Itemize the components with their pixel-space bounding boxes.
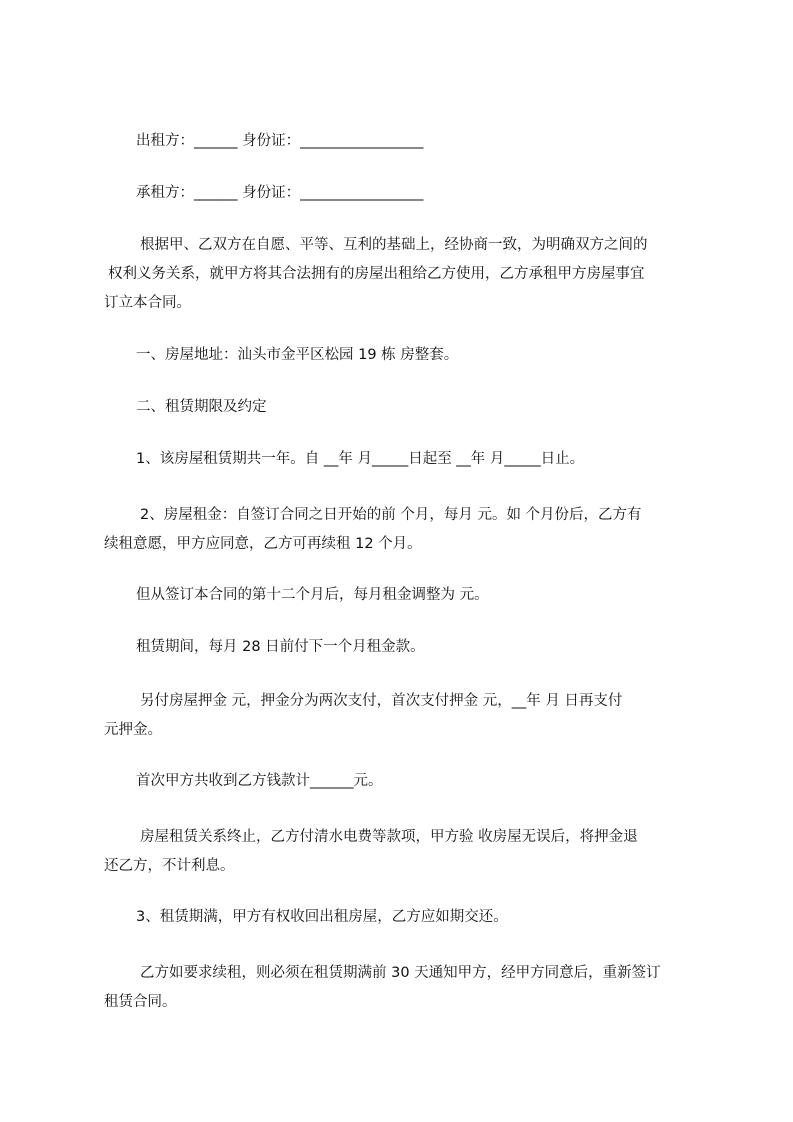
section-house-address: 一、房屋地址：汕头市金平区松园 19 栋 房整套。 [136, 347, 459, 363]
section-lease-term: 二、租赁期限及约定 [136, 399, 267, 415]
rent-adjustment: 但从签订本合同的第十二个月后，每月租金调整为 元。 [136, 587, 489, 603]
renewal-line-2: 租赁合同。 [104, 994, 177, 1010]
clause-rent-line-1: 2、房屋租金：自签订合同之日开始的前 个月，每月 元。如 个月份后，乙方有 [140, 507, 642, 523]
termination-line-2: 还乙方，不计利息。 [104, 858, 235, 874]
preamble-line-3: 订立本合同。 [104, 295, 191, 311]
clause-rent-line-2: 续租意愿，甲方应同意，乙方可再续租 12 个月。 [104, 536, 422, 552]
preamble-line-1: 根据甲、乙双方在自愿、平等、互利的基础上，经协商一致，为明确双方之间的 [140, 237, 648, 253]
renewal-line-1: 乙方如要求续租，则必须在租赁期满前 30 天通知甲方，经甲方同意后，重新签订 [140, 965, 661, 981]
termination-line-1: 房屋租赁关系终止，乙方付清水电费等款项，甲方验 收房屋无误后，将押金退 [140, 829, 638, 845]
deposit-line-2: 元押金。 [104, 722, 162, 738]
clause-lease-period: 1、该房屋租赁期共一年。自 __年 月_____日起至 __年 月_____日止。 [136, 451, 585, 467]
lessor-line: 出租方：______ 身份证：_________________ [136, 133, 424, 149]
deposit-line-1: 另付房屋押金 元，押金分为两次支付，首次支付押金 元，__年 月 日再支付 [140, 693, 623, 709]
first-payment-received: 首次甲方共收到乙方钱款计______元。 [136, 773, 383, 789]
preamble-line-2: 权利义务关系，就甲方将其合法拥有的房屋出租给乙方使用，乙方承租甲方房屋事宜 [108, 266, 645, 282]
rent-payment-date: 租赁期间，每月 28 日前付下一个月租金款。 [136, 639, 425, 655]
clause-lease-expiry: 3、租赁期满，甲方有权收回出租房屋，乙方应如期交还。 [136, 909, 508, 925]
lessee-line: 承租方：______ 身份证：_________________ [136, 185, 424, 201]
